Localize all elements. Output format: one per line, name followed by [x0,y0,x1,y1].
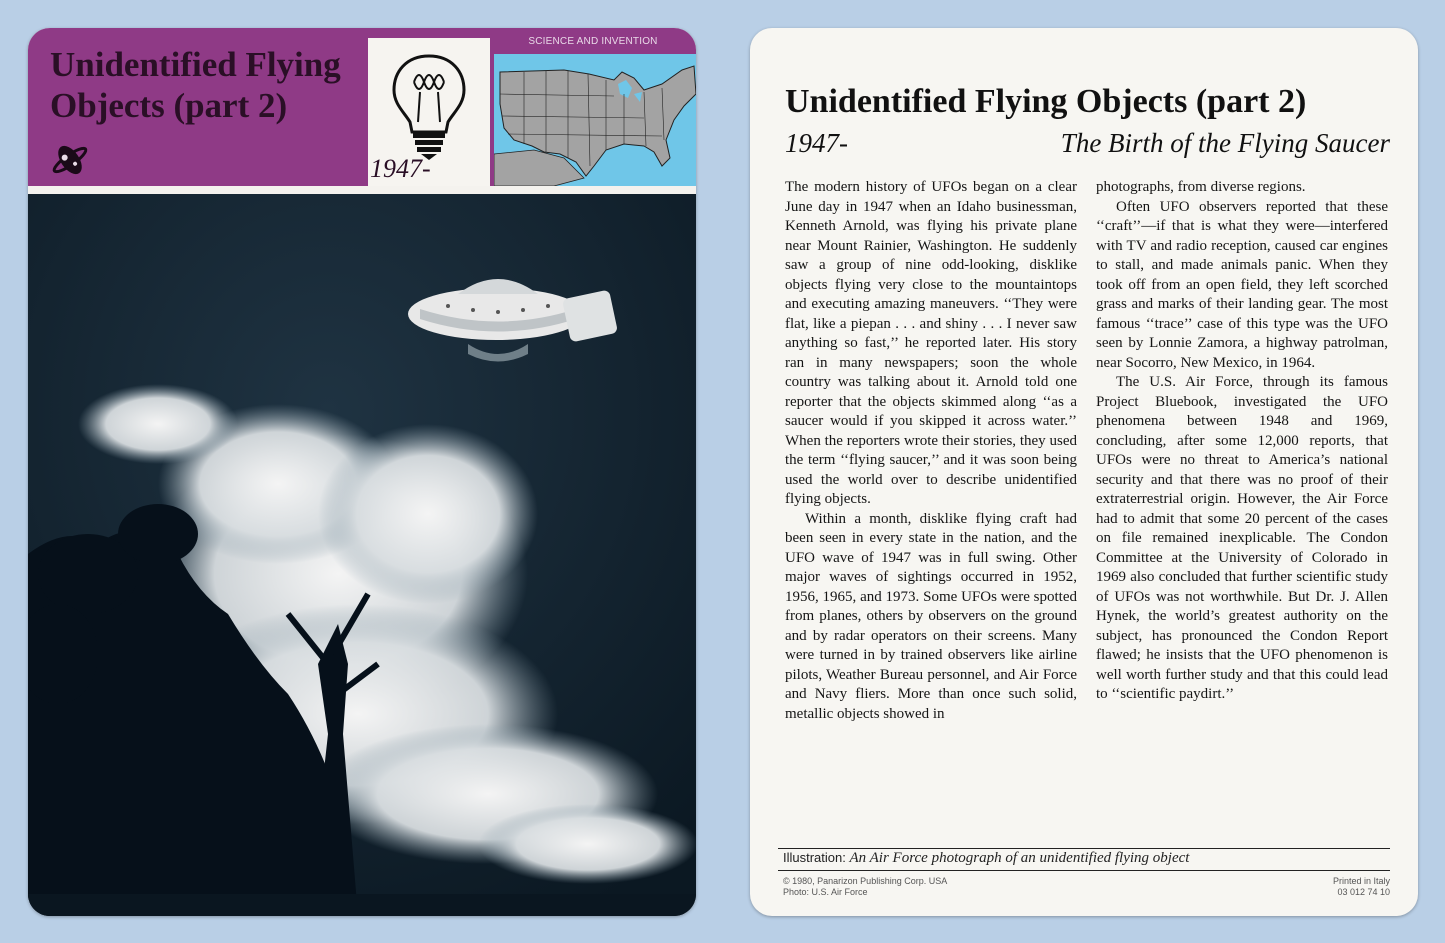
ufo-photo-illustration [28,194,696,916]
back-subtitle: The Birth of the Flying Saucer [1060,128,1390,158]
back-year: 1947- [785,128,848,158]
card-front [28,28,696,916]
planet-icon [48,138,92,182]
front-title-line1: Unidentified Flying [50,45,341,84]
illustration-label: Illustration: [783,850,846,865]
paragraph: Within a month, disklike flying craft had been seen in every state in the nation, and the UFO wave of 1947 was in full swing. Other major waves of sightings occurred in 1952, 1956, 1965, and 1973. Some UFOs were spotted from planes, others by observers on the ground and by radar operators on their screens. Many were turned in by trained observers like airline pilots, Weather Bureau personnel, and Air Force and Navy fliers. More than once such solid, metallic objects showed in [785,510,1077,722]
front-stripe [28,186,696,194]
card-code: 03 012 74 10 [1337,887,1390,897]
illustration-caption [783,850,1393,867]
card-back [750,28,1418,916]
front-header [28,28,696,186]
copyright: © 1980, Panarizon Publishing Corp. USA [783,876,948,886]
lightbulb-icon [388,52,470,162]
paragraph: photographs, from diverse regions. [1096,179,1306,195]
photo-credit: Photo: U.S. Air Force [783,887,868,897]
paragraph: The modern history of UFOs began on a clear June day in 1947 when an Idaho businessman, Kenneth Arnold, was flying his private plane near Mount Rainier, Washington. He suddenly saw a group of nine odd-looking, disklike objects flying very close to the mountaintops and executing amazing maneuvers. ‘‘They were flat, like a piepan . . . and shiny . . . I never saw anything so fast,’’ he reported later. His story ran in many newspapers; soon the whole country was talking about it. Arnold told one reporter that the objects skimmed along ‘‘as a saucer would if you skipped it across water.’’ When the reporters wrote their stories, they used the term ‘‘flying saucer,’’ and it was soon being used the world over to describe unidentified flying objects. [785,179,1077,507]
text-column-left [785,178,1077,724]
usa-map [494,54,696,186]
divider [778,870,1390,871]
ufo-photo [28,194,696,916]
printed-in: Printed in Italy [1332,876,1390,886]
front-title [50,44,390,126]
front-year: 1947- [370,154,431,183]
front-title-line2: Objects (part 2) [50,86,288,125]
category-label: SCIENCE AND INVENTION [528,36,658,47]
divider [778,848,1390,849]
text-column-right [1096,178,1388,705]
credits-right [1333,876,1390,898]
paragraph: The U.S. Air Force, through its famous Project Bluebook, investigated the UFO phenomena between 1948 and 1969, concluding, after some 12,000 reports, that UFOs were no threat to America’s national security and that there was no proof of their extraterrestrial origin. However, the Air Force had to admit that some 20 percent of the cases on file remained inexplicable. The Condon Committee at the University of Colorado in 1969 also concluded that further scientific study of UFOs was not worthwhile. But Dr. J. Allen Hynek, the world’s greatest authority on the subject, has pronounced the Condon Report flawed; he insists that the UFO phenomenon is well worth further study and that this could lead to ‘‘scientific paydirt.’’ [1096,374,1388,702]
illustration-text: An Air Force photograph of an unidentified flying object [849,850,1190,866]
credits-left [783,876,947,898]
paragraph: Often UFO observers reported that these ‘‘craft’’—if that is what they were—interfered with TV and radio reception, caused car engines to stall, and made animals panic. When they took off from an open field, they left scorched grass and marks of their landing gear. The most famous ‘‘trace’’ case of this type was the UFO seen by Lonnie Zamora, a highway patrolman, near Socorro, New Mexico, in 1964. [1096,198,1388,371]
back-title: Unidentified Flying Objects (part 2) [785,83,1307,120]
